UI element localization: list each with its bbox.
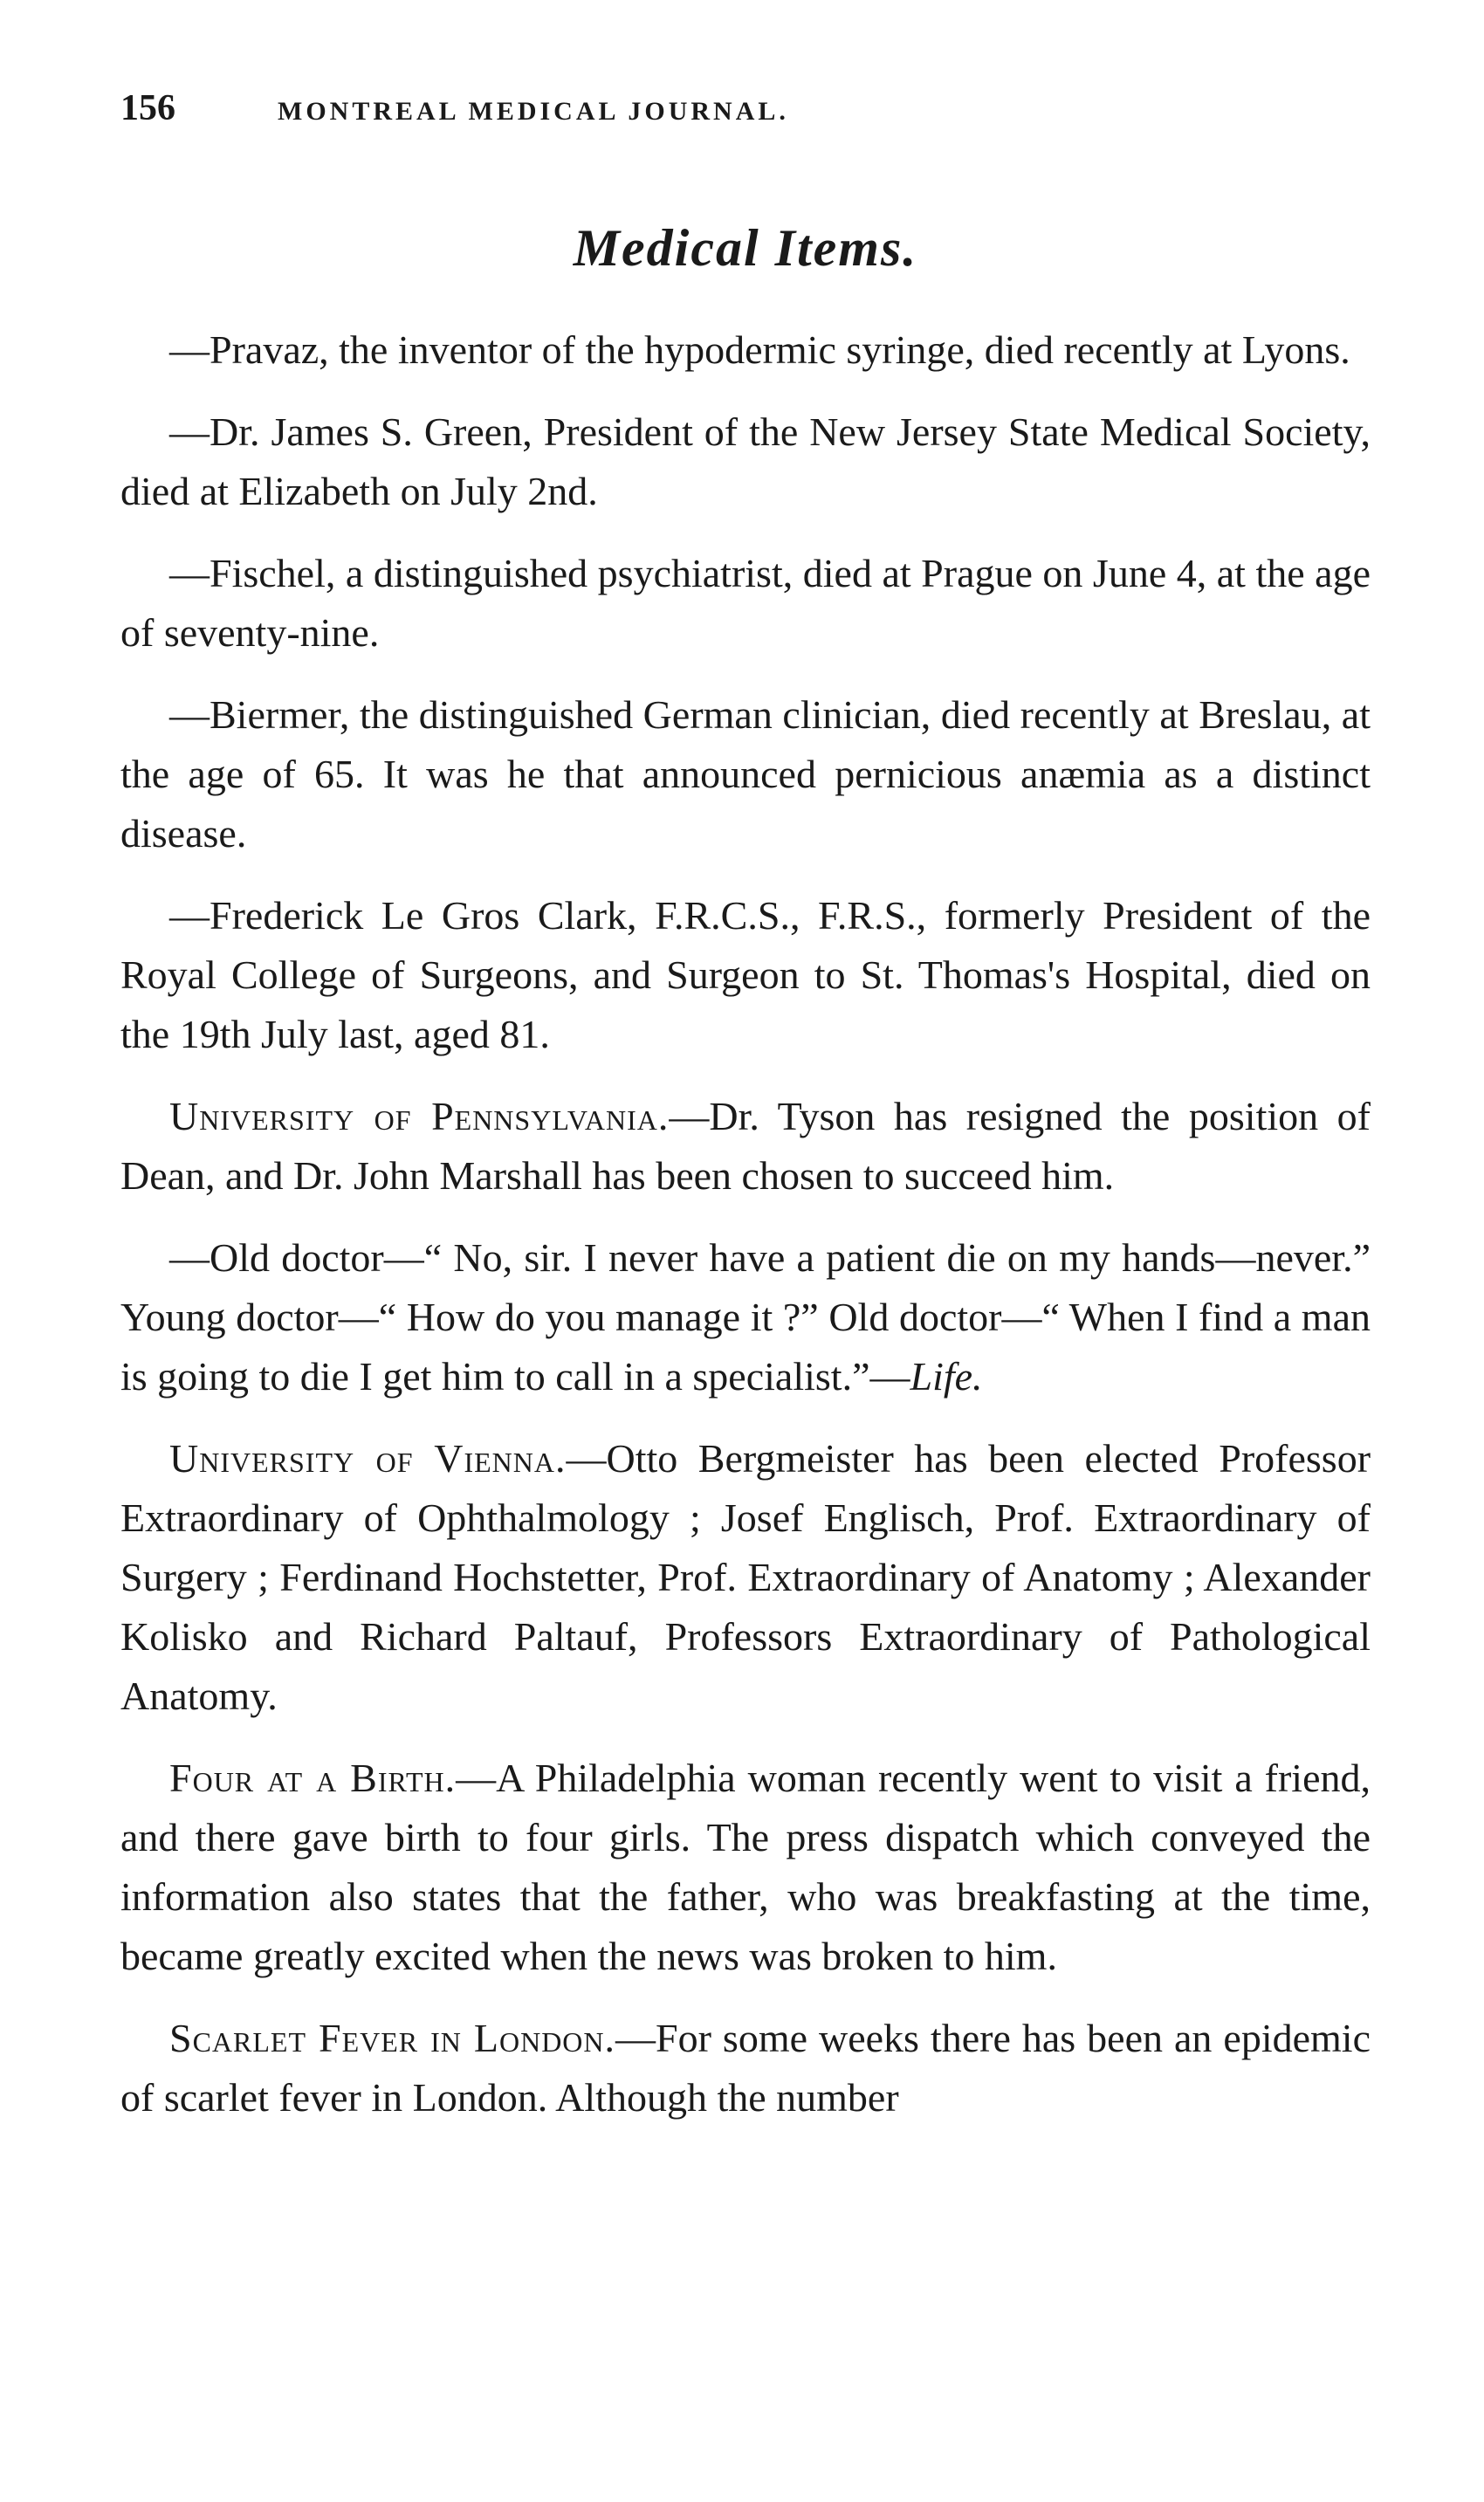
item-text: —A Philadelphia woman recently went to visit a friend, and there gave birth to four girls. The press dispatch which conveyed the information also states that the father, who was breakfasting at the time, became greatly excited when the news was broken to him.: [120, 1756, 1371, 1978]
item-text: —Old doctor—“ No, sir. I never have a patient die on my hands—never.” Young doctor—“ How do you manage it ?” Old doctor—“ When I find a man is going to die I get him to call in a specialist.”—: [120, 1235, 1371, 1399]
section-title: Medical Items.: [573, 219, 918, 277]
news-item-pravaz: [120, 320, 1371, 380]
news-item-pennsylvania: [120, 1087, 1371, 1206]
item-text: —Otto Bergmeister has been elected Professor Extraordinary of Ophthalmology ; Josef Englisch, Prof. Extraordinary of Surgery ; Ferdinand Hochstetter, Prof. Extraordinary of Anatomy ; Alexander Kolisko and Richard Paltauf, Professors Extraordinary of Pathological Anatomy.: [120, 1436, 1371, 1718]
item-text: —For some weeks there has been an epidemic of scarlet fever in London. Although the number: [120, 2016, 1371, 2120]
journal-page: [120, 87, 1371, 2150]
news-item-old-doctor: [120, 1228, 1371, 1406]
item-text: —Dr. Tyson has resigned the position of Dean, and Dr. John Marshall has been chosen to succeed him.: [120, 1094, 1371, 1198]
news-item-biermer: [120, 685, 1371, 863]
item-text: —Dr. James S. Green, President of the New Jersey State Medical Society, died at Elizabeth on July 2nd.: [120, 409, 1371, 513]
item-text: —Fischel, a distinguished psychiatrist, died at Prague on June 4, at the age of seventy-nine.: [120, 551, 1371, 655]
item-heading: University of Pennsylvania.: [169, 1094, 670, 1138]
item-heading: Four at a Birth.: [169, 1756, 457, 1800]
running-head: [120, 87, 1371, 140]
item-source: Life.: [910, 1354, 983, 1399]
item-text: —Biermer, the distinguished German clinician, died recently at Breslau, at the age of 65. It was he that announced pernicious anæmia as a distinct disease.: [120, 692, 1371, 856]
news-item-vienna: [120, 1429, 1371, 1726]
news-item-four-at-a-birth: [120, 1749, 1371, 1986]
item-heading: University of Vienna.: [169, 1436, 567, 1481]
item-text: —Pravaz, the inventor of the hypodermic syringe, died recently at Lyons.: [169, 327, 1350, 372]
news-item-scarlet-fever: [120, 2009, 1371, 2127]
news-item-fischel: [120, 544, 1371, 663]
news-item-clark: [120, 886, 1371, 1064]
item-text: —Frederick Le Gros Clark, F.R.C.S., F.R.S., formerly President of the Royal College of Surgeons, and Surgeon to St. Thomas's Hospital, died on the 19th July last, aged 81.: [120, 893, 1371, 1056]
news-item-green: [120, 402, 1371, 521]
item-heading: Scarlet Fever in London.: [169, 2016, 616, 2060]
journal-title: MONTREAL MEDICAL JOURNAL.: [278, 97, 789, 126]
page-number: 156: [120, 88, 175, 128]
